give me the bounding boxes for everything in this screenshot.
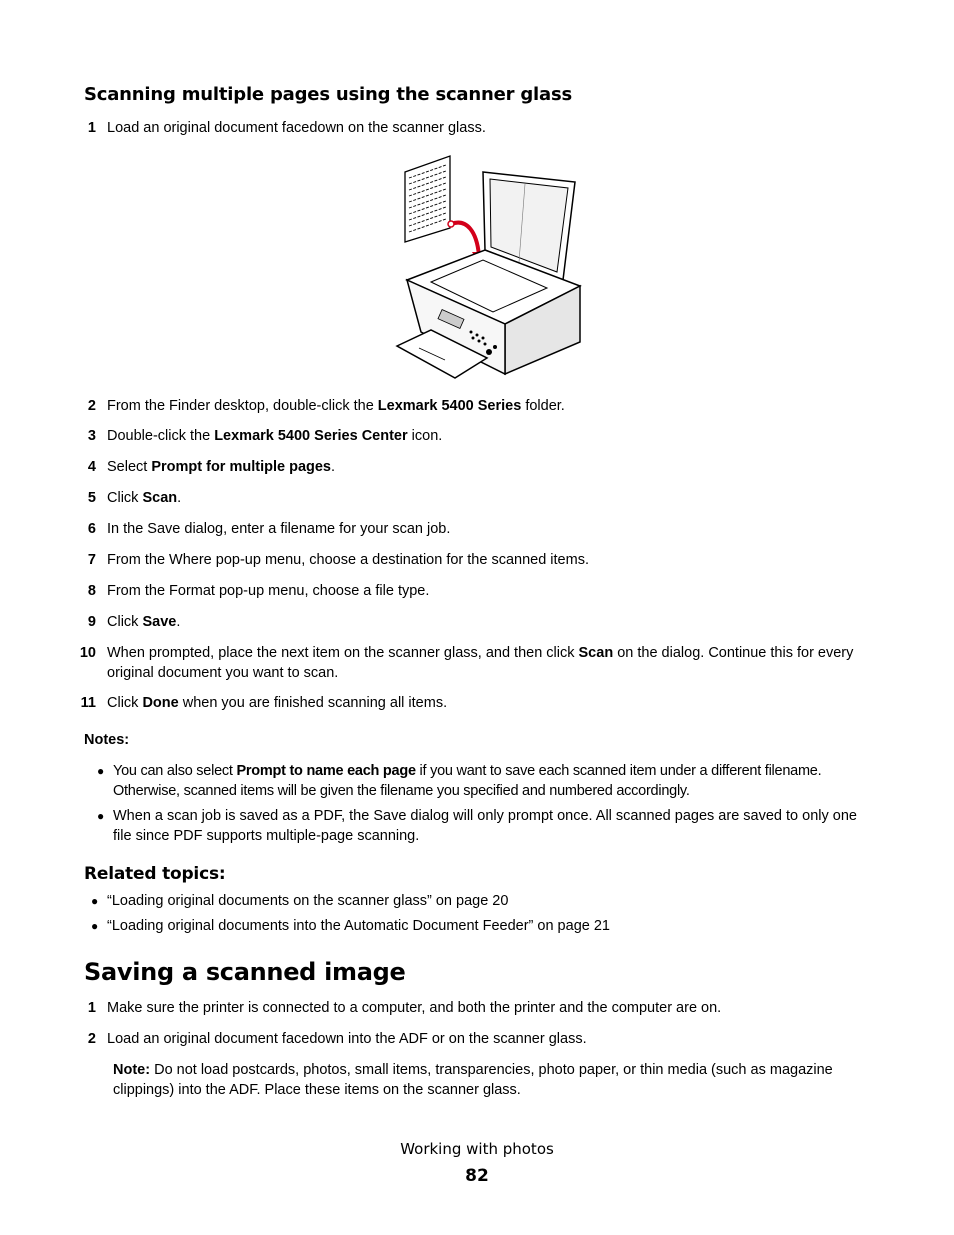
note-label: Note:: [113, 1062, 151, 1078]
step-number: 5: [87, 490, 96, 506]
text-run: Click: [107, 695, 143, 711]
related-topic-link[interactable]: “Loading original documents into the Automatic Document Feeder” on page 21: [107, 918, 610, 934]
step-number: 11: [80, 695, 96, 711]
text-run: .: [176, 614, 181, 630]
text-run: on the dialog. Continue this for every original document you want to scan.: [107, 645, 854, 681]
text-run: Click: [107, 490, 143, 506]
step-number: 1: [87, 120, 96, 136]
step-number: 7: [87, 552, 96, 568]
text-run: You can also select: [113, 763, 237, 779]
footer-chapter: Working with photos: [400, 1140, 554, 1158]
text-run: Double-click the: [107, 428, 215, 444]
step-text: Load an original document facedown on the scanner glass.: [107, 120, 486, 136]
note-paragraph: [113, 1060, 883, 1100]
bold-term: Prompt to name each page: [236, 763, 416, 779]
text-run: when you are finished scanning all items.: [178, 695, 448, 711]
bullet-icon: ●: [91, 919, 99, 933]
step-number: 4: [87, 459, 96, 475]
text-run: folder.: [521, 398, 565, 414]
step-text: From the Where pop-up menu, choose a destination for the scanned items.: [107, 552, 589, 568]
step-text: [107, 488, 877, 508]
step-text: In the Save dialog, enter a filename for your scan job.: [107, 521, 451, 537]
bold-term: Scan: [578, 645, 614, 661]
step-number: 6: [87, 521, 96, 537]
note-text: [113, 761, 878, 801]
bold-term: Save: [142, 614, 177, 630]
related-topic-link[interactable]: “Loading original documents on the scanner glass” on page 20: [107, 893, 509, 909]
step-text: From the Format pop-up menu, choose a file type.: [107, 583, 430, 599]
scanner-illustration: [395, 152, 585, 382]
step-text: [107, 396, 877, 416]
step-number: 2: [87, 1031, 96, 1047]
step-number: 10: [79, 645, 96, 661]
text-run: icon.: [407, 428, 443, 444]
bullet-icon: ●: [91, 894, 99, 908]
notes-label: Notes:: [84, 732, 130, 748]
text-run: When prompted, place the next item on the scanner glass, and then click: [107, 645, 579, 661]
step-number: 3: [87, 428, 96, 444]
section-heading: Saving a scanned image: [84, 958, 406, 986]
step-text: Make sure the printer is connected to a computer, and both the printer and the computer are on.: [107, 1000, 722, 1016]
bullet-icon: ●: [97, 764, 105, 778]
step-text: [107, 426, 877, 446]
step-number: 9: [87, 614, 96, 630]
step-text: [107, 457, 877, 477]
step-text: Load an original document facedown into the ADF or on the scanner glass.: [107, 1031, 587, 1047]
document-sheet-icon: [405, 156, 450, 242]
step-number: 2: [87, 398, 96, 414]
bold-term: Lexmark 5400 Series: [377, 398, 522, 414]
bold-term: Done: [142, 695, 179, 711]
step-text: [107, 693, 877, 713]
bold-term: Scan: [142, 490, 178, 506]
text-run: if you want to save each scanned item under a different filename. Otherwise, scanned items will be given the filename you specified and numbered accordingly.: [113, 763, 822, 799]
related-topics-heading: Related topics:: [84, 864, 226, 884]
step-number: 8: [87, 583, 96, 599]
section-heading: Scanning multiple pages using the scanner glass: [84, 84, 572, 105]
text-run: Select: [107, 459, 152, 475]
bold-term: Prompt for multiple pages: [151, 459, 332, 475]
note-text: When a scan job is saved as a PDF, the Save dialog will only prompt once. All scanned pages are saved to only one file since PDF supports multiple-page scanning.: [113, 808, 857, 844]
text-run: .: [331, 459, 336, 475]
text-run: Click: [107, 614, 143, 630]
bullet-icon: ●: [97, 809, 105, 823]
page-number: 82: [465, 1166, 489, 1186]
step-number: 1: [87, 1000, 96, 1016]
note-text: Do not load postcards, photos, small items, transparencies, photo paper, or thin media (such as magazine clippings) into the ADF. Place these items on the scanner glass.: [113, 1062, 833, 1098]
step-text: [107, 612, 877, 632]
bold-term: Lexmark 5400 Series Center: [214, 428, 408, 444]
step-text: [107, 643, 877, 683]
text-run: .: [177, 490, 182, 506]
text-run: From the Finder desktop, double-click the: [107, 398, 378, 414]
